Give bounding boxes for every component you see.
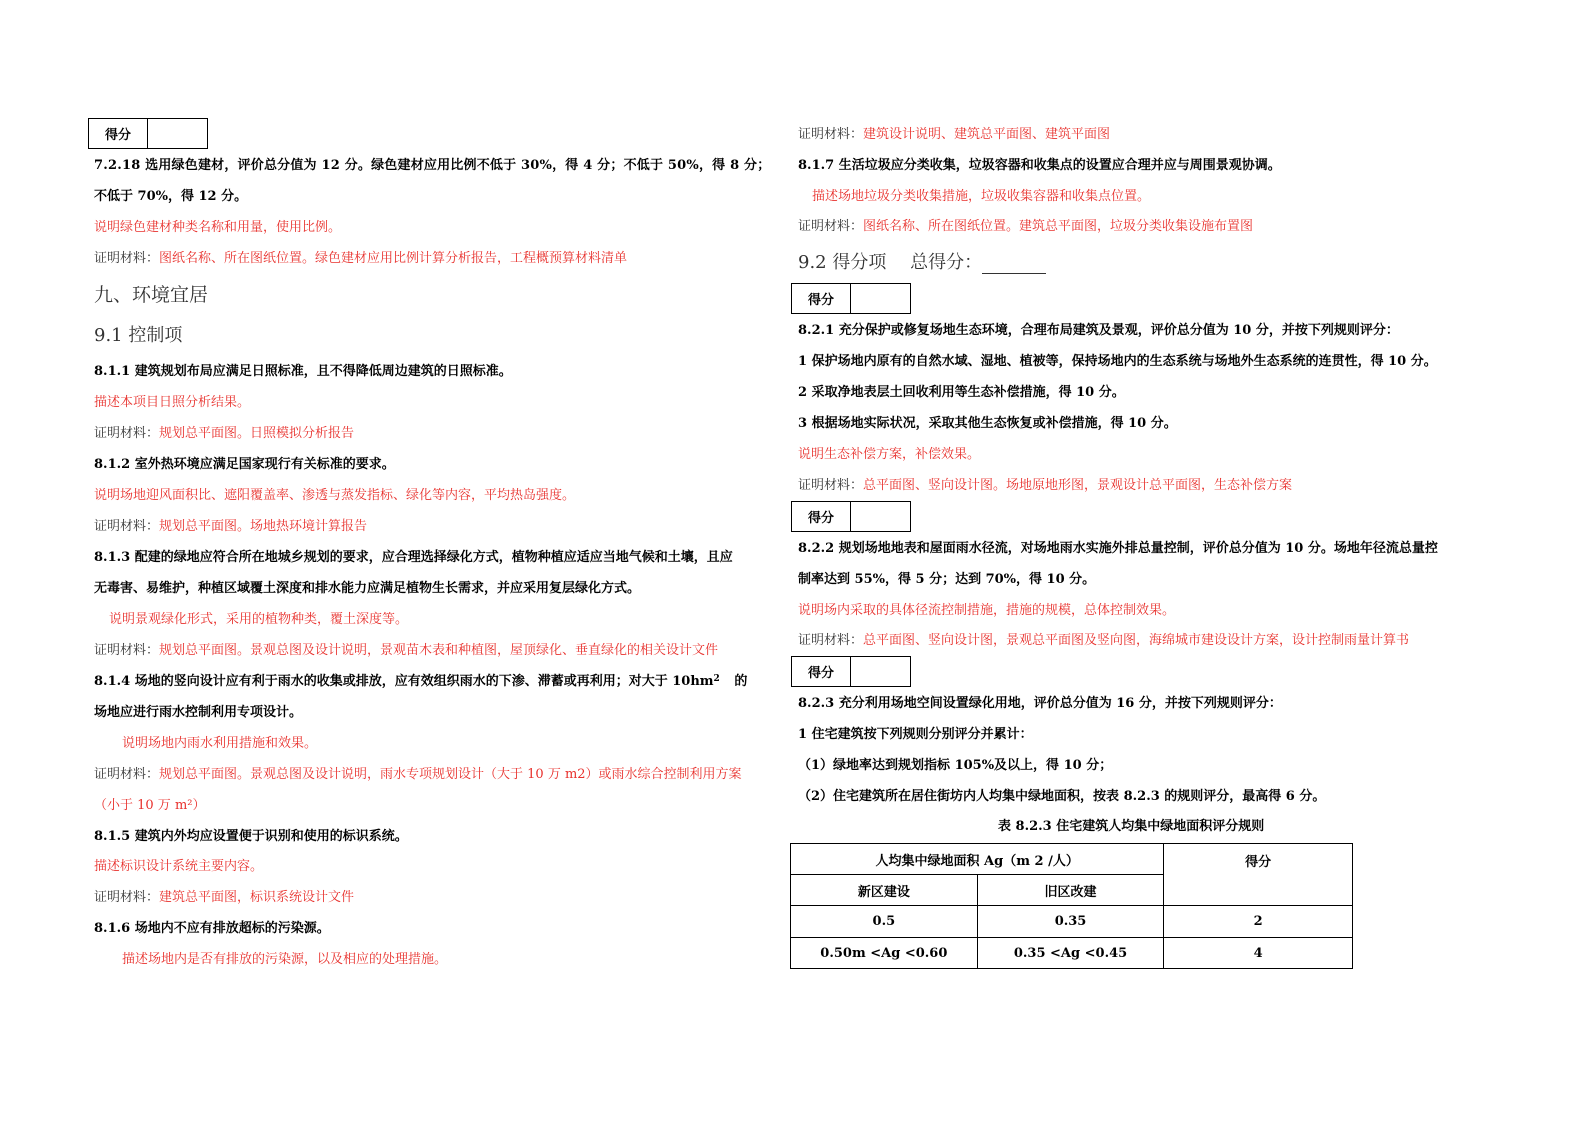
score-box-8-2-2 [791,501,911,532]
clause-8-1-4-evidence [94,767,742,783]
evidence-text: 总平面图、竖向设计图，景观总平面图及竖向图，海绵城市建设设计方案，设计控制雨量计算书 [863,633,1410,648]
table-cell-old: 0.35 [977,906,1164,938]
evidence-text: 建筑设计说明、建筑总平面图、建筑平面图 [863,127,1111,142]
score-box-7218 [88,118,208,149]
section-heading-9-1: 9.1 控制项 [94,325,183,346]
superscript: 2 [713,674,720,684]
table-row [791,938,1353,969]
evidence-text: 规划总平面图。日照模拟分析报告 [159,426,355,441]
clause-8-1-3-description: 说明景观绿化形式，采用的植物种类，覆土深度等。 [109,612,409,627]
score-box-8-2-3 [791,656,911,687]
table-cell-old: 0.35 <Ag <0.45 [977,938,1164,969]
clause-8-1-4-line2: 场地应进行雨水控制利用专项设计。 [94,705,303,720]
evidence-text: 规划总平面图。场地热环境计算报告 [159,519,368,534]
clause-8-1-7: 8.1.7 生活垃圾应分类收集，垃圾容器和收集点的设置应合理并应与周围景观协调。 [798,158,1281,173]
table-cell-score: 2 [1164,906,1353,938]
clause-8-1-4-description: 说明场地内雨水利用措施和效果。 [122,736,318,751]
clause-8-2-2-line2: 制率达到 55%，得 5 分；达到 70%，得 10 分。 [798,572,1096,587]
clause-8-2-2-line1: 8.2.2 规划场地地表和屋面雨水径流，对场地雨水实施外排总量控制，评价总分值为 10 分。场地年径流总量控 [798,541,1438,556]
clause-8-2-1-item3: 3 根据场地实际状况，采取其他生态恢复或补偿措施，得 10 分。 [798,416,1177,431]
clause-8-1-5: 8.1.5 建筑内外均应设置便于识别和使用的标识系统。 [94,829,408,844]
table-cell-score: 4 [1164,938,1353,969]
score-label: 得分 [792,284,851,313]
clause-8-2-1-description: 说明生态补偿方案，补偿效果。 [798,447,981,462]
table-header-area: 人均集中绿地面积 Ag（m 2 /人） [791,844,1164,875]
clause-8-1-3-line2: 无毒害、易维护，种植区域覆土深度和排水能力应满足植物生长需求，并应采用复层绿化方式。 [94,581,641,596]
evidence-label: 证明材料： [798,478,864,493]
table-cell-new: 0.50m <Ag <0.60 [791,938,978,969]
evidence-label: 证明材料： [94,890,160,905]
clause-8-2-3-item1b: （2）住宅建筑所在居住街坊内人均集中绿地面积，按表 8.2.3 的规则评分，最高得 6 分。 [798,789,1326,804]
score-value-cell[interactable] [851,657,910,686]
total-score-label: 总得分： [910,252,983,273]
evidence-label: 证明材料： [798,633,864,648]
table-header-old: 旧区改建 [977,875,1164,906]
score-label: 得分 [792,502,851,531]
clause-7-2-18-line2: 不低于 70%，得 12 分。 [94,189,248,204]
top-evidence [798,127,1110,143]
green-area-score-table [790,843,1353,969]
evidence-text: 规划总平面图。景观总图及设计说明，景观苗木表和种植图，屋顶绿化、垂直绿化的相关设计文件 [159,643,719,658]
table-header-new: 新区建设 [791,875,978,906]
clause-8-1-4-line1 [94,674,747,690]
score-value-cell[interactable] [148,119,207,148]
clause-8-1-6-description: 描述场地内是否有排放的污染源，以及相应的处理措施。 [122,952,448,967]
table-row [791,906,1353,938]
clause-8-1-4-evidence-cont: （小于 10 万 m²） [94,798,206,813]
clause-8-1-1-evidence [94,426,354,442]
evidence-label: 证明材料： [94,251,160,266]
clause-8-1-6: 8.1.6 场地内不应有排放超标的污染源。 [94,921,330,936]
evidence-label: 证明材料： [94,643,160,658]
chapter-heading: 九、环境宜居 [94,284,209,306]
score-label: 得分 [89,119,148,148]
evidence-text: 建筑总平面图，标识系统设计文件 [159,890,355,905]
clause-8-2-1-evidence [798,478,1292,494]
table-cell-new: 0.5 [791,906,978,938]
table-header-score: 得分 [1164,844,1353,906]
clause-7-2-18-line1: 7.2.18 选用绿色建材，评价总分值为 12 分。绿色建材应用比例不低于 30%，得 4 分；不低于 50%，得 8 分； [94,158,771,173]
evidence-label: 证明材料： [94,767,160,782]
clause-8-1-3-evidence [94,643,718,659]
clause-8-1-4-text: 8.1.4 场地的竖向设计应有利于雨水的收集或排放，应有效组织雨水的下渗、滞蓄或再利用；对大于 10hm [94,674,714,689]
clause-7-2-18-description: 说明绿色建材种类名称和用量，使用比例。 [94,220,342,235]
score-value-cell[interactable] [851,502,910,531]
score-value-cell[interactable] [851,284,910,313]
evidence-text: 总平面图、竖向设计图。场地原地形图，景观设计总平面图，生态补偿方案 [863,478,1293,493]
clause-8-1-2-description: 说明场地迎风面积比、遮阳覆盖率、渗透与蒸发指标、绿化等内容，平均热岛强度。 [94,488,576,503]
clause-8-1-5-description: 描述标识设计系统主要内容。 [94,859,264,874]
evidence-text: 图纸名称、所在图纸位置。建筑总平面图，垃圾分类收集设施布置图 [863,219,1254,234]
score-box-8-2-1 [791,283,911,314]
clause-8-1-1: 8.1.1 建筑规划布局应满足日照标准，且不得降低周边建筑的日照标准。 [94,364,512,379]
clause-8-2-2-evidence [798,633,1409,649]
section-title: 9.2 得分项 [798,252,887,273]
evidence-label: 证明材料： [94,426,160,441]
clause-7-2-18-evidence [94,251,627,267]
clause-8-1-3-line1: 8.1.3 配建的绿地应符合所在地城乡规划的要求，应合理选择绿化方式，植物种植应适应当地气候和土壤，且应 [94,550,733,565]
clause-8-2-1: 8.2.1 充分保护或修复场地生态环境，合理布局建筑及景观，评价总分值为 10 分，并按下列规则评分： [798,323,1399,338]
clause-8-1-2: 8.1.2 室外热环境应满足国家现行有关标准的要求。 [94,457,395,472]
evidence-label: 证明材料： [798,219,864,234]
evidence-label: 证明材料： [798,127,864,142]
evidence-text: 规划总平面图。景观总图及设计说明，雨水专项规划设计（大于 10 万 m2）或雨水综合控制利用方案 [159,767,742,782]
clause-8-2-3: 8.2.3 充分利用场地空间设置绿化用地，评价总分值为 16 分，并按下列规则评分： [798,696,1282,711]
evidence-label: 证明材料： [94,519,160,534]
clause-8-1-4-text-end: 的 [734,674,748,689]
clause-8-2-3-item1a: （1）绿地率达到规划指标 105%及以上，得 10 分； [798,758,1113,773]
clause-8-1-7-evidence [798,219,1253,235]
evidence-text: 图纸名称、所在图纸位置。绿色建材应用比例计算分析报告，工程概预算材料清单 [159,251,628,266]
table-caption: 表 8.2.3 住宅建筑人均集中绿地面积评分规则 [998,819,1265,834]
clause-8-1-7-description: 描述场地垃圾分类收集措施，垃圾收集容器和收集点位置。 [812,189,1151,204]
clause-8-2-2-description: 说明场内采取的具体径流控制措施，措施的规模，总体控制效果。 [798,603,1176,618]
section-heading-9-2 [798,252,1046,274]
clause-8-1-5-evidence [94,890,354,906]
clause-8-2-1-item1: 1 保护场地内原有的自然水域、湿地、植被等，保持场地内的生态系统与场地外生态系统的连贯性，得 10 分。 [798,354,1437,369]
clause-8-2-1-item2: 2 采取净地表层土回收利用等生态补偿措施，得 10 分。 [798,385,1125,400]
clause-8-2-3-item1: 1 住宅建筑按下列规则分别评分并累计： [798,727,1033,742]
clause-8-1-1-description: 描述本项目日照分析结果。 [94,395,251,410]
score-label: 得分 [792,657,851,686]
clause-8-1-2-evidence [94,519,367,535]
total-score-input[interactable] [982,255,1046,274]
